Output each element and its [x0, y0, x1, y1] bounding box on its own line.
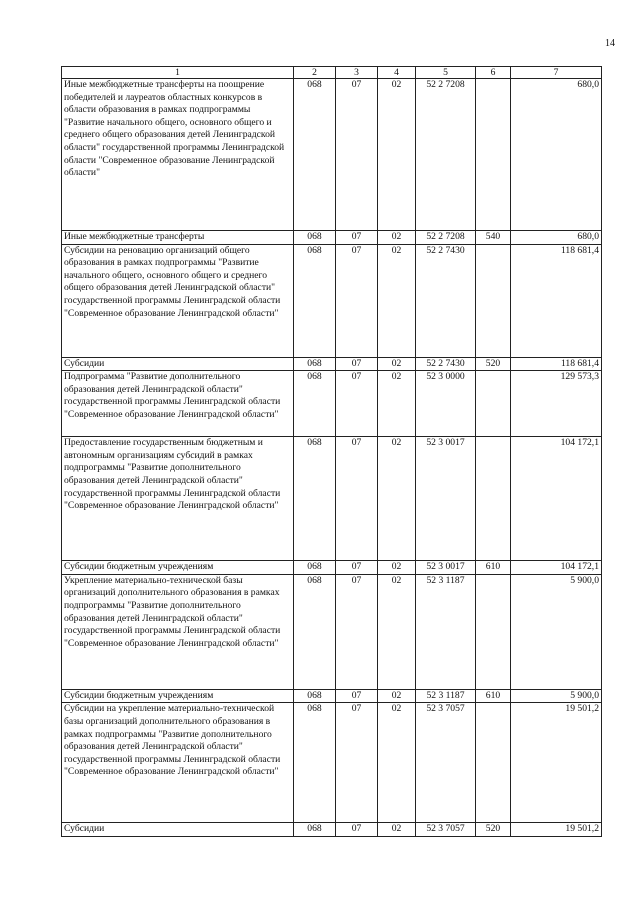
subsection-cell: 02	[378, 231, 416, 245]
amount-cell: 118 681,4	[511, 357, 602, 371]
expense-type-cell	[476, 79, 511, 231]
target-article-cell: 52 3 0017	[416, 561, 476, 575]
table-row	[62, 244, 602, 357]
row-name-cell: Субсидии бюджетным учреждениям	[62, 689, 294, 703]
row-name-cell: Субсидии бюджетным учреждениям	[62, 561, 294, 575]
section-cell: 07	[336, 703, 378, 823]
row-name-cell: Субсидии	[62, 823, 294, 837]
header-cell-3: 3	[336, 67, 378, 79]
expense-type-cell: 520	[476, 357, 511, 371]
target-article-cell: 52 2 7430	[416, 357, 476, 371]
subsection-cell: 02	[378, 703, 416, 823]
target-article-cell: 52 2 7208	[416, 231, 476, 245]
ministry-code-cell: 068	[294, 357, 336, 371]
target-article-cell: 52 2 7208	[416, 79, 476, 231]
header-cell-1: 1	[62, 67, 294, 79]
target-article-cell: 52 2 7430	[416, 244, 476, 357]
row-name-cell: Укрепление материально-технической базы организаций дополнительного образования в рамках подпрограммы "Развитие дополнительного образования детей Ленинградской области" государственной программы Ленинградской области "Современное образование Ленинградской области"	[62, 574, 294, 689]
table-row	[62, 689, 602, 703]
section-cell: 07	[336, 371, 378, 437]
section-cell: 07	[336, 823, 378, 837]
row-name-cell: Субсидии на укрепление материально-технической базы организаций дополнительного образования в рамках подпрограммы "Развитие дополнительного образования детей Ленинградской области" государственной программы Ленинградской области "Современное образование Ленинградской области"	[62, 703, 294, 823]
expense-type-cell: 520	[476, 823, 511, 837]
expense-type-cell: 610	[476, 561, 511, 575]
target-article-cell: 52 3 7057	[416, 703, 476, 823]
target-article-cell: 52 3 0000	[416, 371, 476, 437]
expense-type-cell: 610	[476, 689, 511, 703]
ministry-code-cell: 068	[294, 231, 336, 245]
table-row	[62, 703, 602, 823]
amount-cell: 680,0	[511, 79, 602, 231]
amount-cell: 5 900,0	[511, 574, 602, 689]
subsection-cell: 02	[378, 244, 416, 357]
budget-table	[61, 66, 602, 837]
section-cell: 07	[336, 561, 378, 575]
table-row	[62, 574, 602, 689]
amount-cell: 680,0	[511, 231, 602, 245]
ministry-code-cell: 068	[294, 561, 336, 575]
amount-cell: 19 501,2	[511, 823, 602, 837]
amount-cell: 104 172,1	[511, 561, 602, 575]
ministry-code-cell: 068	[294, 574, 336, 689]
amount-cell: 104 172,1	[511, 437, 602, 561]
target-article-cell: 52 3 1187	[416, 689, 476, 703]
row-name-cell: Иные межбюджетные трансферты на поощрение победителей и лауреатов областных конкурсов в области образования в рамках подпрограммы "Развитие начального общего, основного общего и среднего общего образования детей Ленинградской области" государственной программы Ленинградской области "Современное образование Ленинградской области"	[62, 79, 294, 231]
amount-cell: 5 900,0	[511, 689, 602, 703]
section-cell: 07	[336, 79, 378, 231]
table-row	[62, 437, 602, 561]
header-cell-2: 2	[294, 67, 336, 79]
ministry-code-cell: 068	[294, 823, 336, 837]
subsection-cell: 02	[378, 561, 416, 575]
target-article-cell: 52 3 7057	[416, 823, 476, 837]
table-row	[62, 79, 602, 231]
ministry-code-cell: 068	[294, 244, 336, 357]
ministry-code-cell: 068	[294, 371, 336, 437]
page-number: 14	[605, 38, 615, 49]
expense-type-cell	[476, 437, 511, 561]
row-name-cell: Подпрограмма "Развитие дополнительного образования детей Ленинградской области" государственной программы Ленинградской области "Современное образование Ленинградской области"	[62, 371, 294, 437]
header-cell-4: 4	[378, 67, 416, 79]
table-row	[62, 231, 602, 245]
expense-type-cell	[476, 244, 511, 357]
section-cell: 07	[336, 437, 378, 561]
amount-cell: 129 573,3	[511, 371, 602, 437]
section-cell: 07	[336, 574, 378, 689]
header-row	[62, 67, 602, 79]
subsection-cell: 02	[378, 823, 416, 837]
ministry-code-cell: 068	[294, 79, 336, 231]
row-name-cell: Иные межбюджетные трансферты	[62, 231, 294, 245]
subsection-cell: 02	[378, 357, 416, 371]
header-cell-5: 5	[416, 67, 476, 79]
header-cell-7: 7	[511, 67, 602, 79]
subsection-cell: 02	[378, 689, 416, 703]
table-row	[62, 357, 602, 371]
expense-type-cell: 540	[476, 231, 511, 245]
subsection-cell: 02	[378, 371, 416, 437]
section-cell: 07	[336, 357, 378, 371]
table-row	[62, 561, 602, 575]
ministry-code-cell: 068	[294, 437, 336, 561]
target-article-cell: 52 3 0017	[416, 437, 476, 561]
section-cell: 07	[336, 244, 378, 357]
amount-cell: 118 681,4	[511, 244, 602, 357]
row-name-cell: Субсидии	[62, 357, 294, 371]
expense-type-cell	[476, 703, 511, 823]
subsection-cell: 02	[378, 574, 416, 689]
target-article-cell: 52 3 1187	[416, 574, 476, 689]
amount-cell: 19 501,2	[511, 703, 602, 823]
ministry-code-cell: 068	[294, 703, 336, 823]
subsection-cell: 02	[378, 79, 416, 231]
subsection-cell: 02	[378, 437, 416, 561]
table-row	[62, 371, 602, 437]
row-name-cell: Субсидии на реновацию организаций общего образования в рамках подпрограммы "Развитие начального общего, основного общего и среднего общего образования детей Ленинградской области" государственной программы Ленинградской области "Современное образование Ленинградской области"	[62, 244, 294, 357]
section-cell: 07	[336, 231, 378, 245]
ministry-code-cell: 068	[294, 689, 336, 703]
header-cell-6: 6	[476, 67, 511, 79]
table-row	[62, 823, 602, 837]
section-cell: 07	[336, 689, 378, 703]
expense-type-cell	[476, 371, 511, 437]
expense-type-cell	[476, 574, 511, 689]
row-name-cell: Предоставление государственным бюджетным и автономным организациям субсидий в рамках подпрограммы "Развитие дополнительного образования детей Ленинградской области" государственной программы Ленинградской области "Современное образование Ленинградской области"	[62, 437, 294, 561]
